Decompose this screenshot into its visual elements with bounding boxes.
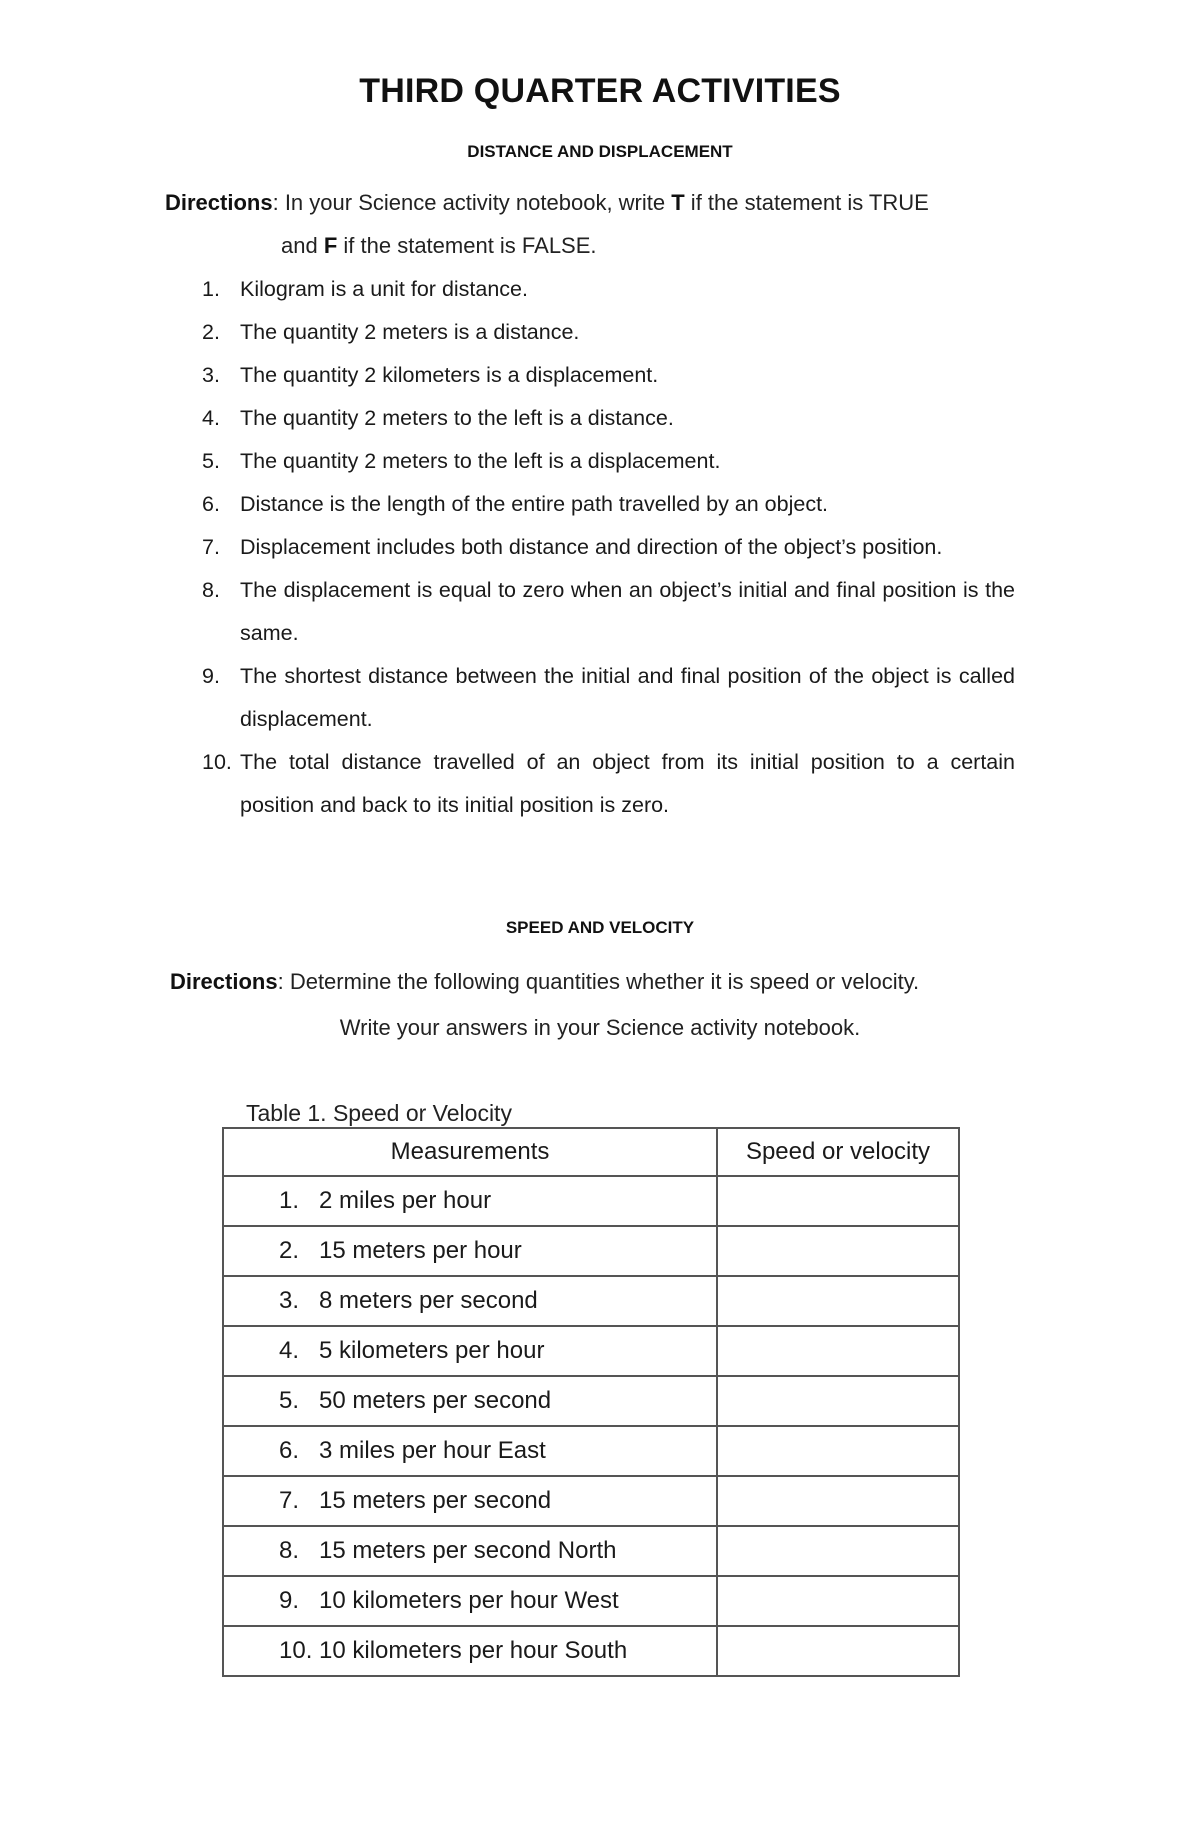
table-row	[223, 1626, 959, 1676]
item-number: 1.	[202, 277, 220, 301]
measurement-cell	[223, 1576, 717, 1626]
directions-text: : In your Science activity notebook, write	[272, 190, 672, 215]
measurement-cell	[223, 1476, 717, 1526]
item-number: 8.	[202, 578, 220, 602]
list-item	[202, 354, 1015, 397]
false-letter: F	[323, 233, 338, 258]
measurement-cell	[223, 1426, 717, 1476]
table-caption: Table 1. Speed or Velocity	[246, 1100, 512, 1126]
item-text: Distance is the length of the entire path travelled by an object.	[240, 492, 829, 516]
item-text: The shortest distance between the initial and final position of the object is called displacement.	[240, 664, 1015, 731]
column-header-measurements: Measurements	[223, 1128, 717, 1176]
item-text: The quantity 2 kilometers is a displacement.	[240, 363, 659, 387]
directions-label: Directions	[165, 190, 273, 215]
measurement-text: 15 meters per hour	[319, 1237, 522, 1264]
measurement-text: 10 kilometers per hour South	[319, 1637, 628, 1664]
measurement-cell	[223, 1376, 717, 1426]
item-text: The displacement is equal to zero when an object’s initial and final position is the same.	[240, 578, 1015, 645]
measurement-text: 10 kilometers per hour West	[319, 1587, 619, 1614]
answer-cell	[717, 1576, 959, 1626]
measurement-cell	[223, 1226, 717, 1276]
directions-1-line2	[281, 224, 597, 267]
list-item	[202, 397, 1015, 440]
row-number: 1.	[279, 1187, 300, 1214]
item-number: 6.	[202, 492, 220, 516]
table-row	[223, 1576, 959, 1626]
table-row	[223, 1176, 959, 1226]
table-header-row	[223, 1128, 959, 1176]
list-item	[202, 483, 1015, 526]
list-item	[202, 655, 1015, 741]
table-row	[223, 1326, 959, 1376]
item-number: 10.	[202, 750, 232, 774]
list-item	[202, 526, 1015, 569]
directions-label: Directions	[170, 969, 278, 994]
row-number: 4.	[279, 1337, 300, 1364]
measurement-cell	[223, 1626, 717, 1676]
measurement-cell	[223, 1326, 717, 1376]
item-number: 7.	[202, 535, 220, 559]
directions-text: : Determine the following quantities whether it is speed or velocity.	[277, 969, 920, 994]
item-text: Kilogram is a unit for distance.	[240, 277, 528, 301]
item-number: 4.	[202, 406, 220, 430]
list-item	[202, 741, 1015, 827]
item-number: 3.	[202, 363, 220, 387]
list-item	[202, 440, 1015, 483]
directions-2-line2: Write your answers in your Science activity notebook.	[339, 1015, 861, 1040]
answer-cell	[717, 1626, 959, 1676]
table-row	[223, 1276, 959, 1326]
section-heading-distance: DISTANCE AND DISPLACEMENT	[467, 142, 733, 161]
answer-cell	[717, 1476, 959, 1526]
measurement-text: 50 meters per second	[319, 1387, 552, 1414]
item-text: The quantity 2 meters is a distance.	[240, 320, 580, 344]
measurement-text: 15 meters per second North	[319, 1537, 617, 1564]
speed-velocity-table	[222, 1127, 960, 1677]
row-number: 7.	[279, 1487, 300, 1514]
item-text: The total distance travelled of an object from its initial position to a certain position and back to its initial position is zero.	[240, 750, 1015, 817]
row-number: 3.	[279, 1287, 300, 1314]
item-text: The quantity 2 meters to the left is a distance.	[240, 406, 674, 430]
answer-cell	[717, 1526, 959, 1576]
answer-cell	[717, 1326, 959, 1376]
answer-cell	[717, 1426, 959, 1476]
row-number: 10.	[279, 1637, 313, 1664]
item-text: Displacement includes both distance and direction of the object’s position.	[240, 535, 943, 559]
item-number: 5.	[202, 449, 220, 473]
table-row	[223, 1426, 959, 1476]
directions-text: if the statement is TRUE	[684, 190, 929, 215]
row-number: 5.	[279, 1387, 300, 1414]
page-title: THIRD QUARTER ACTIVITIES	[359, 72, 841, 110]
measurement-text: 15 meters per second	[319, 1487, 552, 1514]
directions-2-line1	[170, 960, 919, 1003]
row-number: 6.	[279, 1437, 300, 1464]
table-row	[223, 1226, 959, 1276]
measurement-cell	[223, 1276, 717, 1326]
item-text: The quantity 2 meters to the left is a displacement.	[240, 449, 721, 473]
measurement-cell	[223, 1176, 717, 1226]
measurement-text: 3 miles per hour East	[319, 1437, 546, 1464]
answer-cell	[717, 1376, 959, 1426]
answer-cell	[717, 1226, 959, 1276]
measurement-text: 8 meters per second	[319, 1287, 538, 1314]
true-false-list	[202, 268, 1015, 827]
directions-text: and	[281, 233, 324, 258]
list-item	[202, 268, 1015, 311]
item-number: 9.	[202, 664, 220, 688]
section-heading-speed: SPEED AND VELOCITY	[505, 918, 695, 937]
row-number: 8.	[279, 1537, 300, 1564]
row-number: 9.	[279, 1587, 300, 1614]
list-item	[202, 569, 1015, 655]
directions-text: if the statement is FALSE.	[337, 233, 597, 258]
list-item	[202, 311, 1015, 354]
answer-cell	[717, 1276, 959, 1326]
table-row	[223, 1476, 959, 1526]
measurement-cell	[223, 1526, 717, 1576]
table-row	[223, 1526, 959, 1576]
item-number: 2.	[202, 320, 220, 344]
row-number: 2.	[279, 1237, 300, 1264]
true-letter: T	[671, 190, 685, 215]
column-header-answer: Speed or velocity	[717, 1128, 959, 1176]
measurement-text: 5 kilometers per hour	[319, 1337, 545, 1364]
answer-cell	[717, 1176, 959, 1226]
measurement-text: 2 miles per hour	[319, 1187, 492, 1214]
directions-1-line1	[165, 181, 929, 224]
table-row	[223, 1376, 959, 1426]
